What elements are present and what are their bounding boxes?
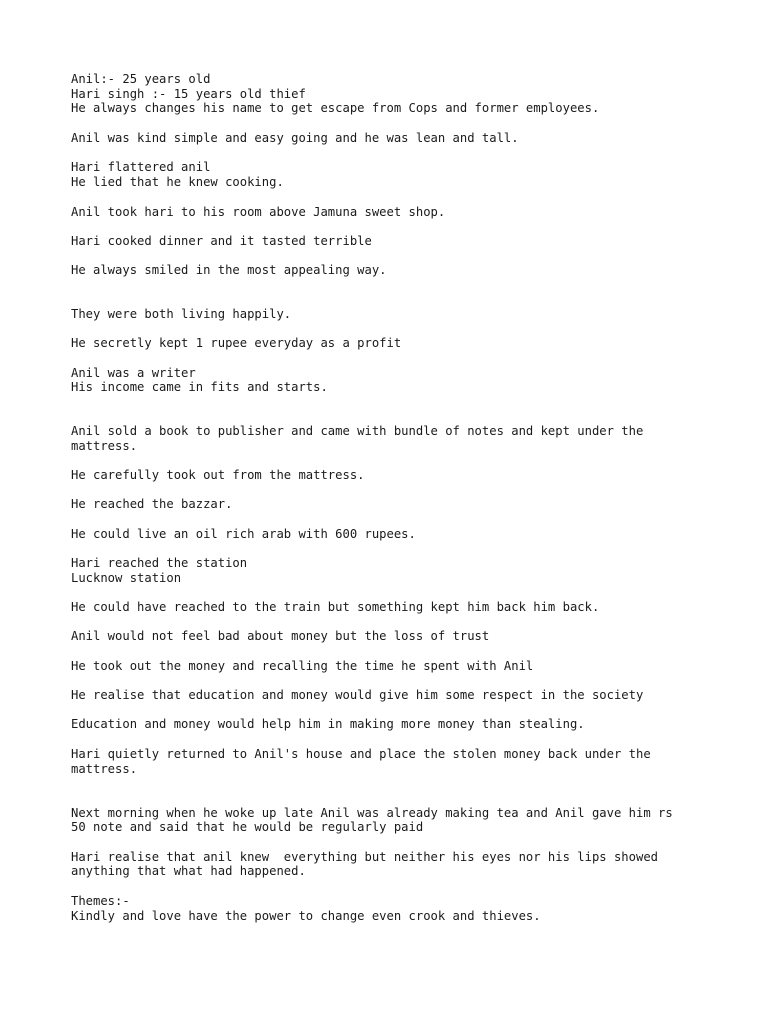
text-line: Anil was a writer	[71, 366, 196, 380]
text-line: His income came in fits and starts.	[71, 380, 328, 394]
text-line: anything that what had happened.	[71, 864, 306, 878]
text-line: Anil sold a book to publisher and came with bundle of notes and kept under the	[71, 424, 644, 438]
text-line: Kindly and love have the power to change even crook and thieves.	[71, 909, 541, 923]
text-line: Hari reached the station	[71, 556, 248, 570]
text-line: Hari singh :- 15 years old thief	[71, 87, 306, 101]
text-line: mattress.	[71, 439, 138, 453]
text-line: mattress.	[71, 762, 138, 776]
text-line: Lucknow station	[71, 571, 182, 585]
text-line: He took out the money and recalling the time he spent with Anil	[71, 659, 534, 673]
text-line: Hari flattered anil	[71, 160, 211, 174]
text-line: Education and money would help him in making more money than stealing.	[71, 717, 585, 731]
text-line: Hari quietly returned to Anil's house and place the stolen money back under the	[71, 747, 651, 761]
text-line: He always changes his name to get escape from Cops and former employees.	[71, 101, 600, 115]
text-line: Anil was kind simple and easy going and he was lean and tall.	[71, 131, 519, 145]
text-line: Anil:- 25 years old	[71, 72, 211, 86]
text-line: He secretly kept 1 rupee everyday as a profit	[71, 336, 402, 350]
text-line: Anil would not feel bad about money but the loss of trust	[71, 629, 490, 643]
text-line: Anil took hari to his room above Jamuna sweet shop.	[71, 205, 446, 219]
text-line: He lied that he knew cooking.	[71, 175, 284, 189]
text-line: He always smiled in the most appealing way.	[71, 263, 387, 277]
text-line: Hari realise that anil knew everything but neither his eyes nor his lips showed	[71, 850, 658, 864]
text-line: He realise that education and money would give him some respect in the society	[71, 688, 644, 702]
text-line: He could have reached to the train but something kept him back him back.	[71, 600, 600, 614]
text-line: He reached the bazzar.	[71, 497, 233, 511]
text-line: Themes:-	[71, 894, 130, 908]
text-line: He could live an oil rich arab with 600 rupees.	[71, 527, 416, 541]
text-line: They were both living happily.	[71, 307, 292, 321]
text-line: Hari cooked dinner and it tasted terrible	[71, 234, 372, 248]
text-line: Next morning when he woke up late Anil was already making tea and Anil gave him rs	[71, 806, 673, 820]
text-line: He carefully took out from the mattress.	[71, 468, 365, 482]
text-line: 50 note and said that he would be regularly paid	[71, 820, 424, 834]
